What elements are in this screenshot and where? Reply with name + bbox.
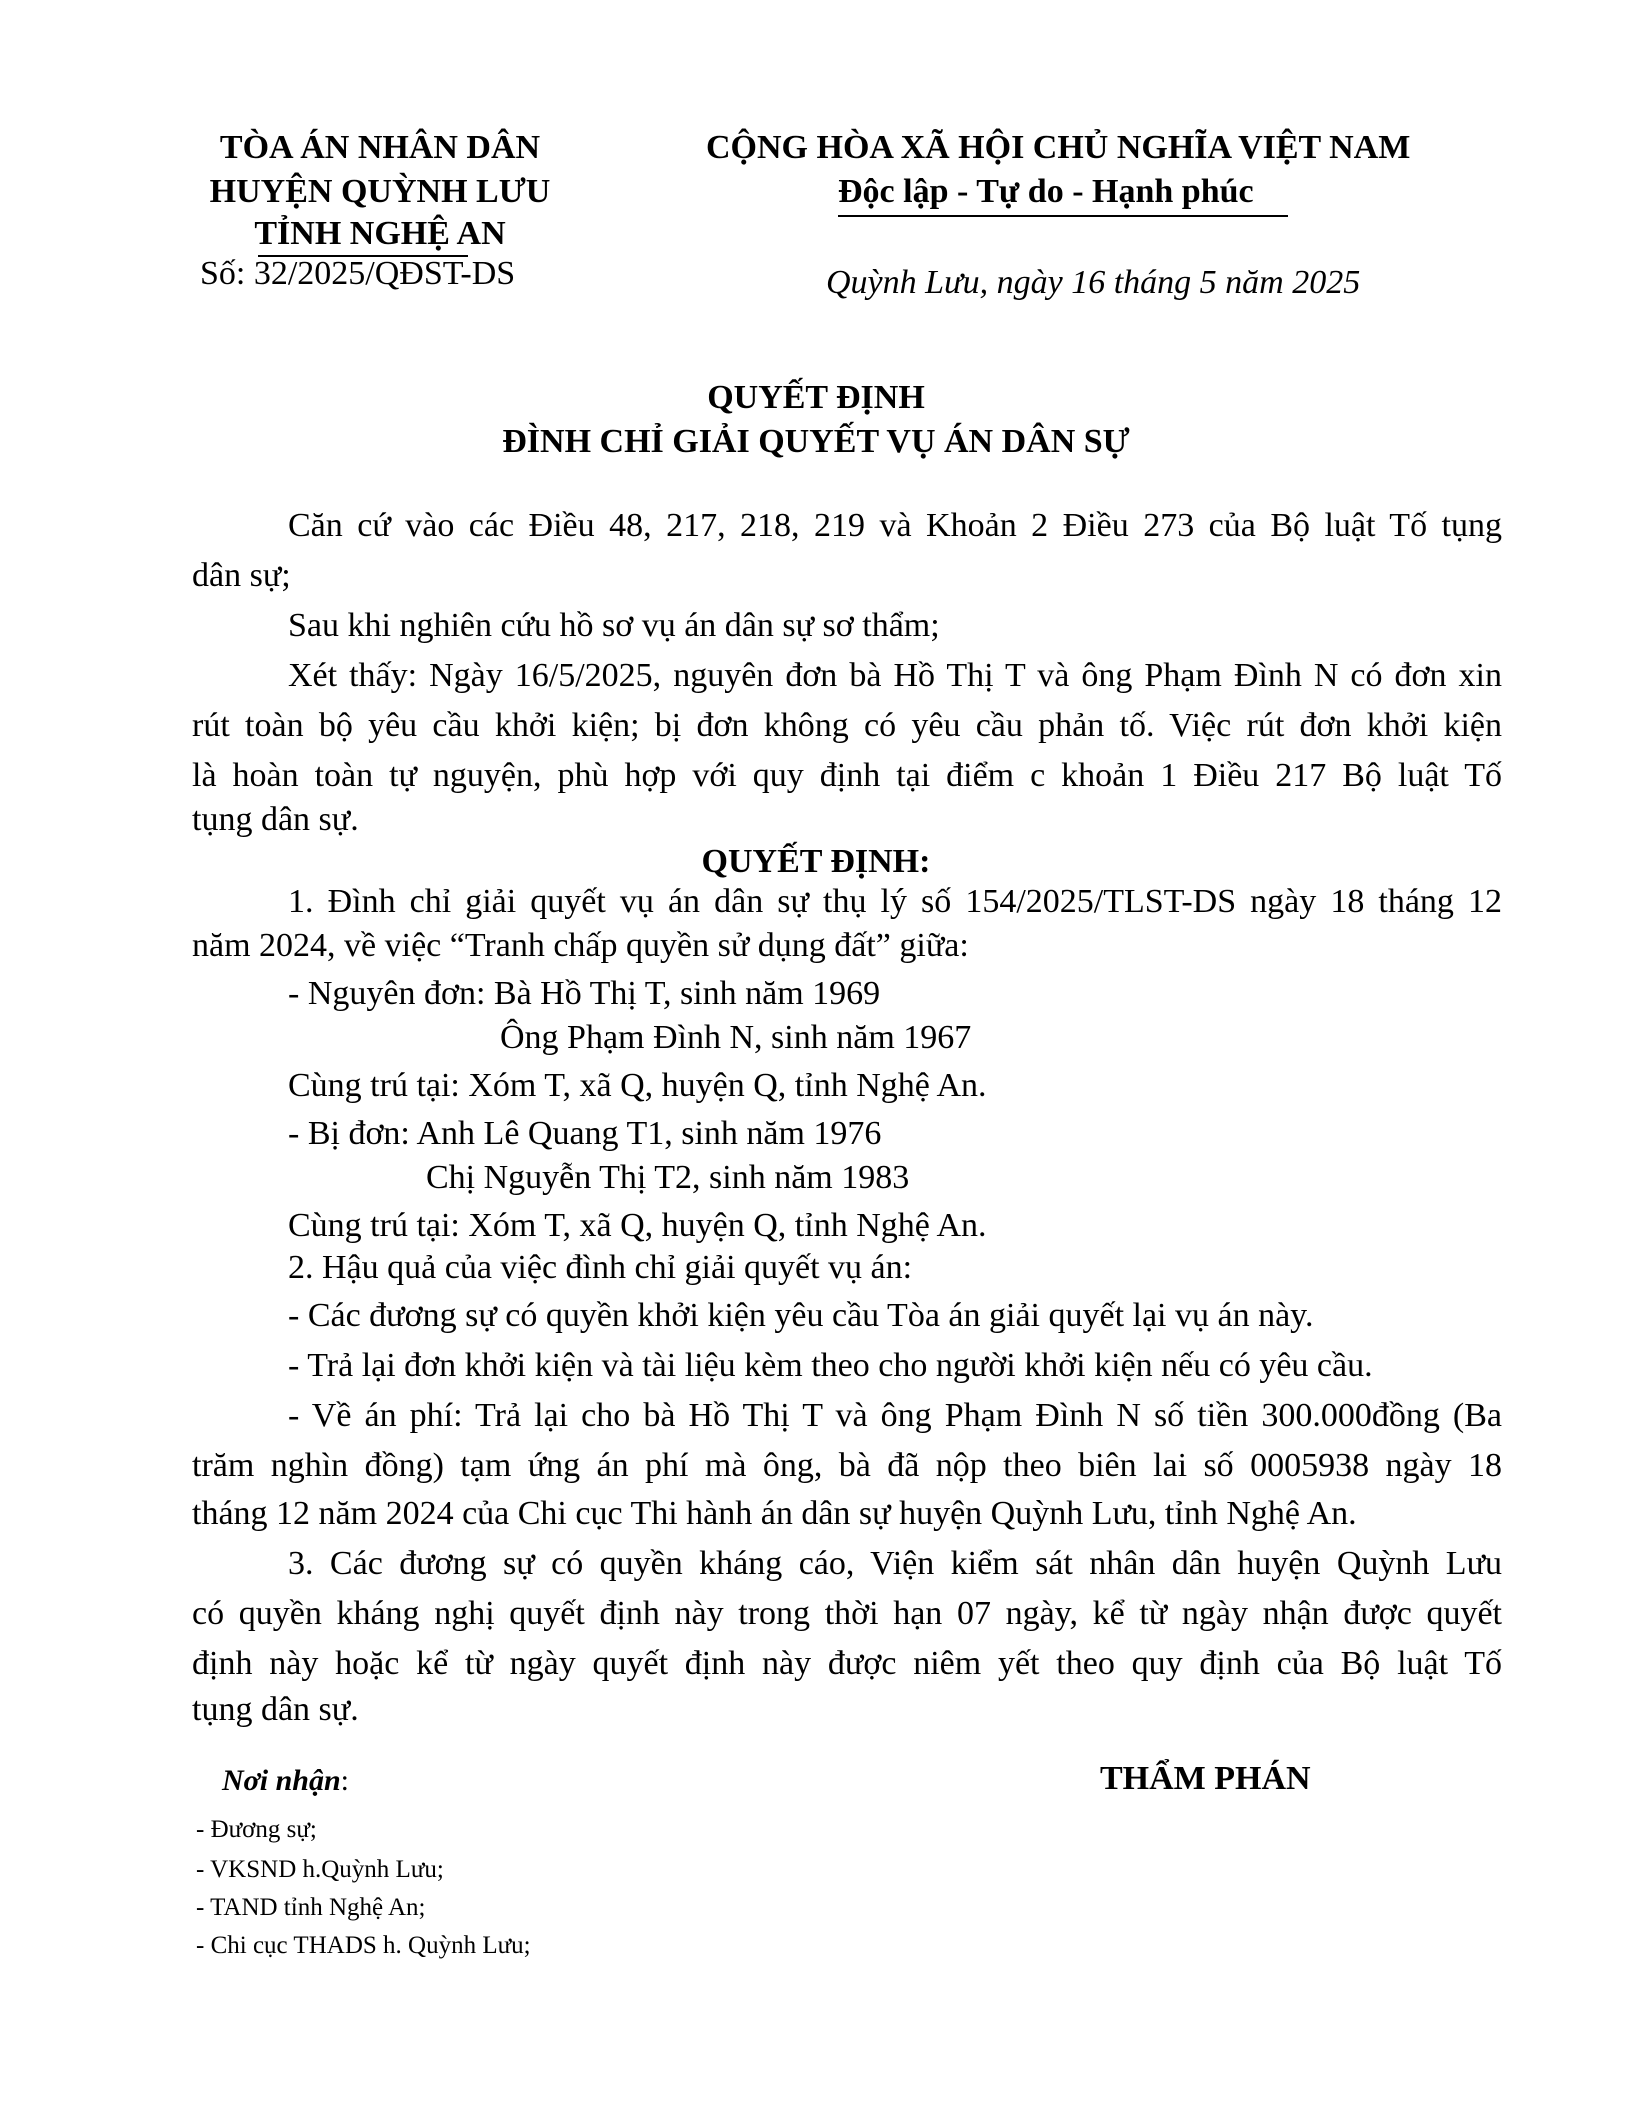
findings-line-3: là hoàn toàn tự nguyện, phù hợp với quy định tại điểm c khoản 1 Điều 217 Bộ luật Tố	[192, 757, 1502, 794]
findings-line-1: Xét thấy: Ngày 16/5/2025, nguyên đơn bà Hồ Thị T và ông Phạm Đình N có đơn xin	[288, 657, 1502, 694]
decision-number: Số: 32/2025/QĐST-DS	[200, 255, 516, 292]
defendant-address: Cùng trú tại: Xóm T, xã Q, huyện Q, tỉnh Nghệ An.	[288, 1207, 987, 1244]
legal-basis-line-2: dân sự;	[192, 557, 291, 594]
plaintiff-2: Ông Phạm Đình N, sinh năm 1967	[500, 1019, 972, 1056]
decision-2-heading: 2. Hậu quả của việc đình chỉ giải quyết vụ án:	[288, 1249, 913, 1286]
fee-line-2: trăm nghìn đồng) tạm ứng án phí mà ông, bà đã nộp theo biên lai số 0005938 ngày 18	[192, 1447, 1502, 1484]
court-name-line-2: HUYỆN QUỲNH LƯU	[209, 173, 551, 210]
study-statement: Sau khi nghiên cứu hồ sơ vụ án dân sự sơ thẩm;	[288, 607, 940, 644]
recipient-item: - Đương sự;	[196, 1816, 317, 1843]
decision-1-line-2: năm 2024, về việc “Tranh chấp quyền sử dụng đất” giữa:	[192, 927, 969, 964]
nation-title: CỘNG HÒA XÃ HỘI CHỦ NGHĨA VIỆT NAM	[706, 129, 1411, 166]
place-date: Quỳnh Lưu, ngày 16 tháng 5 năm 2025	[826, 264, 1361, 301]
nation-motto: Độc lập - Tự do - Hạnh phúc	[838, 173, 1254, 210]
findings-line-4: tụng dân sự.	[192, 801, 359, 838]
findings-line-2: rút toàn bộ yêu cầu khởi kiện; bị đơn không có yêu cầu phản tố. Việc rút đơn khởi kiện	[192, 707, 1502, 744]
legal-basis-line-1: Căn cứ vào các Điều 48, 217, 218, 219 và Khoản 2 Điều 273 của Bộ luật Tố tụng	[288, 507, 1502, 544]
recipient-item: - VKSND h.Quỳnh Lưu;	[196, 1856, 444, 1883]
recipients-label: Nơi nhận	[222, 1764, 341, 1797]
signer-title: THẨM PHÁN	[1100, 1760, 1311, 1797]
court-name-line-3: TỈNH NGHỆ AN	[254, 215, 506, 252]
document-title: QUYẾT ĐỊNH	[707, 379, 925, 416]
fee-line-1: - Về án phí: Trả lại cho bà Hồ Thị T và ông Phạm Đình N số tiền 300.000đồng (Ba	[288, 1397, 1502, 1434]
document-subtitle: ĐÌNH CHỈ GIẢI QUYẾT VỤ ÁN DÂN SỰ	[502, 423, 1130, 460]
decision-heading: QUYẾT ĐỊNH:	[701, 843, 931, 880]
fee-line-3: tháng 12 năm 2024 của Chi cục Thi hành án dân sự huyện Quỳnh Lưu, tỉnh Nghệ An.	[192, 1495, 1357, 1532]
decision-2-item-b: - Trả lại đơn khởi kiện và tài liệu kèm theo cho người khởi kiện nếu có yêu cầu.	[288, 1347, 1373, 1384]
decision-3-line-4: tụng dân sự.	[192, 1691, 359, 1728]
plaintiff-address: Cùng trú tại: Xóm T, xã Q, huyện Q, tỉnh Nghệ An.	[288, 1067, 987, 1104]
decision-3-line-3: định này hoặc kể từ ngày quyết định này được niêm yết theo quy định của Bộ luật Tố	[192, 1645, 1502, 1682]
recipients-heading: Nơi nhận:	[222, 1764, 349, 1797]
defendant-2: Chị Nguyễn Thị T2, sinh năm 1983	[426, 1159, 910, 1196]
motto-underline	[838, 215, 1288, 217]
decision-2-item-a: - Các đương sự có quyền khởi kiện yêu cầu Tòa án giải quyết lại vụ án này.	[288, 1297, 1314, 1334]
decision-3-line-2: có quyền kháng nghị quyết định này trong thời hạn 07 ngày, kể từ ngày nhận được quyết	[192, 1595, 1502, 1632]
plaintiff-1: - Nguyên đơn: Bà Hồ Thị T, sinh năm 1969	[288, 975, 881, 1012]
recipient-item: - Chi cục THADS h. Quỳnh Lưu;	[196, 1932, 531, 1959]
decision-3-line-1: 3. Các đương sự có quyền kháng cáo, Viện kiểm sát nhân dân huyện Quỳnh Lưu	[288, 1545, 1502, 1582]
court-name-line-1: TÒA ÁN NHÂN DÂN	[219, 129, 541, 166]
decision-1-line-1: 1. Đình chỉ giải quyết vụ án dân sự thụ lý số 154/2025/TLST-DS ngày 18 tháng 12	[288, 883, 1502, 920]
recipient-item: - TAND tỉnh Nghệ An;	[196, 1894, 426, 1921]
defendant-1: - Bị đơn: Anh Lê Quang T1, sinh năm 1976	[288, 1115, 882, 1152]
